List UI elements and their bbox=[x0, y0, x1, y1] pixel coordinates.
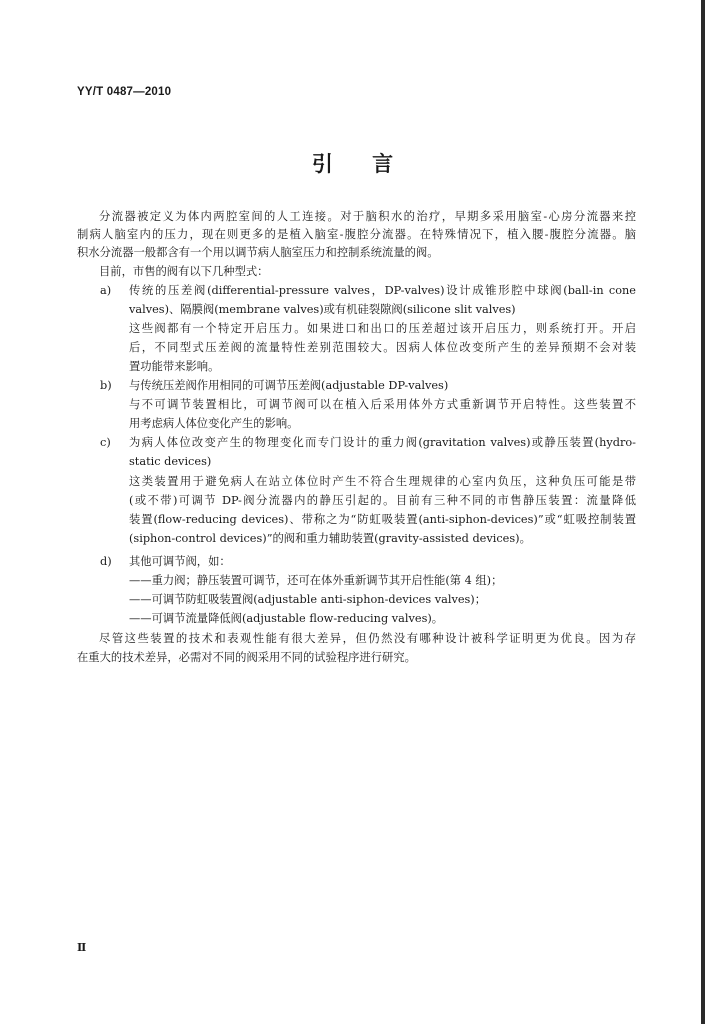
item-a-line: 后，不同型式压差阀的流量特性差别范围较大。因病人体位改变所产生的差异预期不会对装 bbox=[129, 341, 636, 354]
list-marker-b: b) bbox=[100, 379, 112, 392]
page-title: 引 言 bbox=[311, 152, 394, 176]
item-a-line: 这些阀都有一个特定开启压力。如果进口和出口的压差超过该开启压力，则系统打开。开启 bbox=[129, 322, 636, 335]
item-b-line: 与不可调节装置相比，可调节阀可以在植入后采用体外方式重新调节开启特性。这些装置不 bbox=[129, 398, 636, 411]
item-c-line: static devices) bbox=[129, 455, 212, 468]
standard-code: YY/T 0487—2010 bbox=[77, 86, 172, 98]
item-d-line: ——可调节流量降低阀(adjustable flow-reducing valves)。 bbox=[129, 612, 444, 625]
item-c-line: (或不带)可调节 DP-阀分流器内的静压引起的。目前有三种不同的市售静压装置：流量降低 bbox=[129, 494, 636, 507]
item-d-line: ——重力阀；静压装置可调节，还可在体外重新调节其开启性能(第 4 组)； bbox=[129, 574, 503, 587]
intro-line: 积水分流器一般都含有一个用以调节病人脑室压力和控制系统流量的阀。 bbox=[77, 246, 439, 259]
item-a-line: valves)、隔膜阀(membrane valves)或有机硅裂隙阀(silicone slit valves) bbox=[129, 303, 516, 316]
item-c-line: 装置(flow-reducing devices)、带称之为“防虹吸装置(anti-siphon-devices)”或“虹吸控制装置 bbox=[129, 513, 636, 526]
intro-line: 制病人脑室内的压力，现在则更多的是植入脑室-腹腔分流器。在特殊情况下，植入腰-腹腔分流器。脑 bbox=[77, 228, 636, 241]
item-a-line: 传统的压差阀(differential-pressure valves，DP-valves)设计成锥形腔中球阀(ball-in cone bbox=[129, 284, 636, 297]
item-a-line: 置功能带来影响。 bbox=[129, 360, 220, 373]
closing-line: 尽管这些装置的技术和表观性能有很大差异，但仍然没有哪种设计被科学证明更为优良。因为存 bbox=[99, 632, 636, 645]
list-marker-a: a) bbox=[100, 284, 112, 297]
intro-line: 目前，市售的阀有以下几种型式： bbox=[99, 265, 269, 278]
item-b-line: 用考虑病人体位变化产生的影响。 bbox=[129, 417, 299, 430]
list-marker-d: d) bbox=[100, 555, 112, 568]
list-marker-c: c) bbox=[100, 436, 111, 449]
item-c-line: (siphon-control devices)”的阀和重力辅助装置(gravity-assisted devices)。 bbox=[129, 532, 531, 545]
item-d-line: 其他可调节阀，如： bbox=[129, 555, 231, 568]
item-d-line: ——可调节防虹吸装置阀(adjustable anti-siphon-devices valves)； bbox=[129, 593, 487, 606]
item-c-line: 这类装置用于避免病人在站立体位时产生不符合生理规律的心室内负压，这种负压可能是带 bbox=[129, 475, 636, 488]
page-number: Ⅱ bbox=[77, 941, 87, 954]
closing-line: 在重大的技术差异，必需对不同的阀采用不同的试验程序进行研究。 bbox=[77, 651, 416, 664]
intro-line: 分流器被定义为体内两腔室间的人工连接。对于脑积水的治疗，早期多采用脑室-心房分流器来控 bbox=[99, 210, 636, 223]
item-c-line: 为病人体位改变产生的物理变化而专门设计的重力阀(gravitation valves)或静压装置(hydro- bbox=[129, 436, 636, 449]
item-b-line: 与传统压差阀作用相同的可调节压差阀(adjustable DP-valves) bbox=[129, 379, 449, 392]
